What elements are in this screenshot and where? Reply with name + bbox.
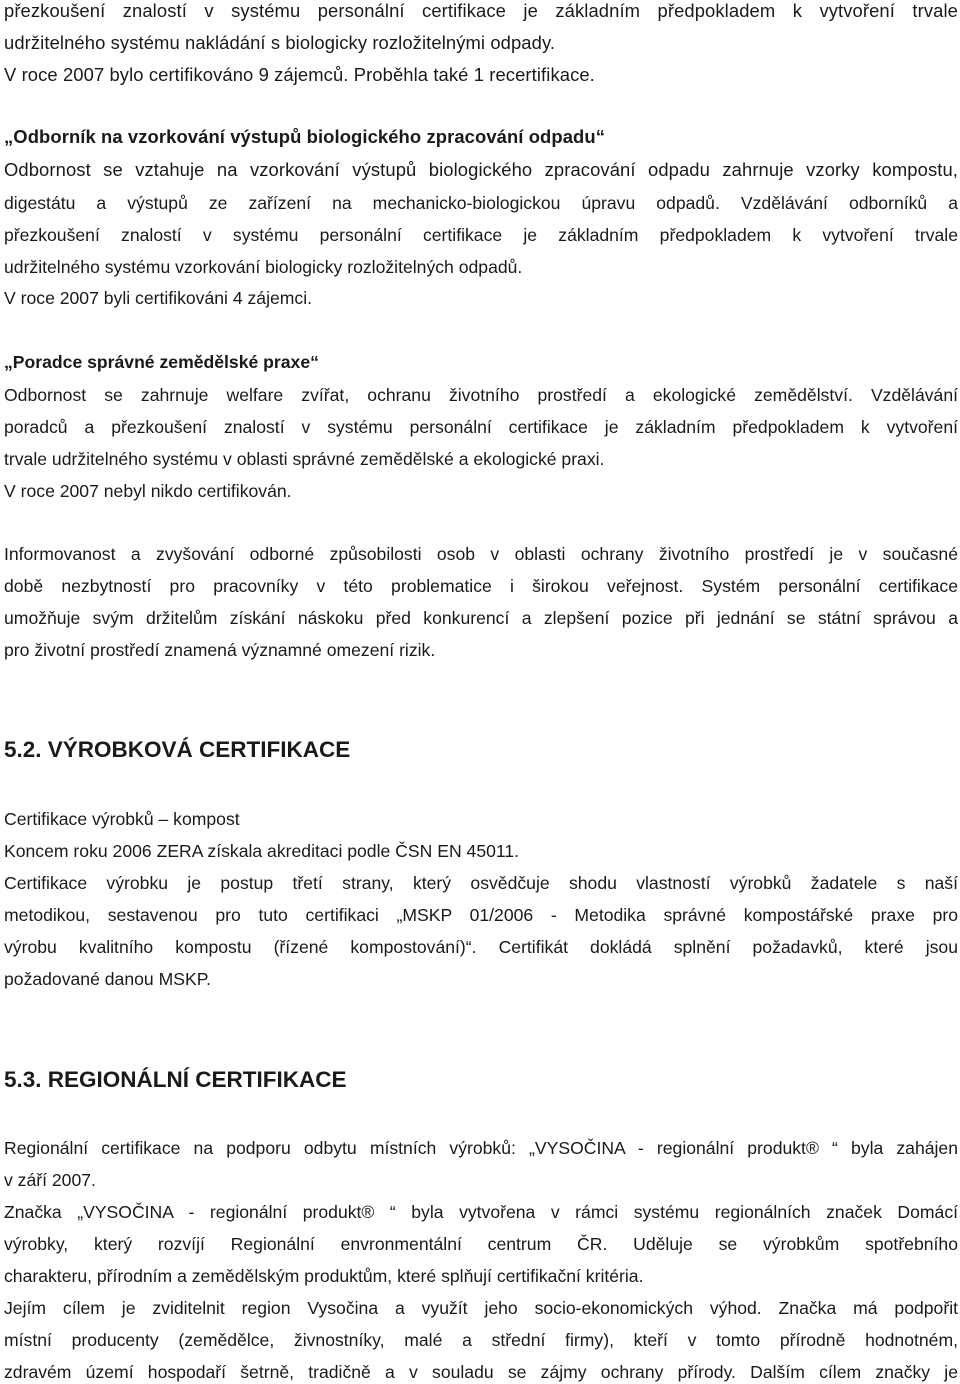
section-5-3-heading: 5.3. REGIONÁLNÍ CERTIFIKACE: [4, 1067, 347, 1092]
informovanost-line-3: umožňuje svým držitelům získání náskoku před konkurencí a zlepšení pozice při jednání se státní správou a: [4, 608, 958, 628]
section-5-2-line-4: metodikou, sestavenou pro tuto certifikaci „MSKP 01/2006 - Metodika správné kompostářské praxe pro: [4, 905, 958, 925]
poradce-line-4: V roce 2007 nebyl nikdo certifikován.: [4, 481, 292, 501]
poradce-line-3: trvale udržitelného systému v oblasti správné zemědělské a ekologické praxi.: [4, 449, 605, 469]
poradce-line-2: poradců a přezkoušení znalostí v systému personální certifikace je základním předpokladem k vytvoření: [4, 417, 958, 437]
odbornik-line-3: přezkoušení znalostí v systému personální certifikace je základním předpokladem k vytvoření trvale: [4, 225, 958, 245]
section-5-3-line-1: Regionální certifikace na podporu odbytu místních výrobků: „VYSOČINA - regionální produkt® “ byla zahájen: [4, 1138, 958, 1158]
section-5-2-line-6: požadované danou MSKP.: [4, 969, 212, 989]
informovanost-line-2: době nezbytností pro pracovníky v této problematice i širokou veřejnost. Systém personální certifikace: [4, 576, 958, 596]
odbornik-line-2: digestátu a výstupů ze zařízení na mechanicko-biologickou úpravu odpadů. Vzdělávání odborníků a: [4, 193, 958, 213]
informovanost-line-4: pro životní prostředí znamená významné omezení rizik.: [4, 640, 436, 660]
section-5-2-heading: 5.2. VÝROBKOVÁ CERTIFIKACE: [4, 737, 351, 762]
section-5-2-line-1: Certifikace výrobků – kompost: [4, 809, 240, 829]
section-5-2-line-3: Certifikace výrobku je postup třetí strany, který osvědčuje shodu vlastností výrobků žadatele s naší: [4, 873, 958, 893]
section-5-2-line-5: výrobu kvalitního kompostu (řízené kompostování)“. Certifikát dokládá splnění požadavků, které jsou: [4, 937, 958, 957]
intro-line-2: udržitelného systému nakládání s biologicky rozložitelnými odpady.: [4, 32, 556, 53]
section-5-3-line-6: Jejím cílem je zviditelnit region Vysočina a využít jeho socio-ekonomických výhod. Značka má podpořit: [4, 1298, 958, 1318]
section-5-3-line-7: místní producenty (zemědělce, živnostníky, malé a střední firmy), kteří v tomto přírodně hodnotném,: [4, 1330, 958, 1350]
intro-line-3: V roce 2007 bylo certifikováno 9 zájemců. Proběhla také 1 recertifikace.: [4, 64, 595, 85]
poradce-line-1: Odbornost se zahrnuje welfare zvířat, ochranu životního prostředí a ekologické zemědělství. Vzdělávání: [4, 385, 958, 405]
section-5-3-line-3: Značka „VYSOČINA - regionální produkt® “ byla vytvořena v rámci systému regionálních značek Domácí: [4, 1202, 958, 1222]
odbornik-heading: „Odborník na vzorkování výstupů biologického zpracování odpadu“: [4, 126, 606, 147]
odbornik-line-5: V roce 2007 byli certifikováni 4 zájemci.: [4, 288, 313, 308]
intro-line-1: přezkoušení znalostí v systému personální certifikace je základním předpokladem k vytvoření trvale: [4, 0, 958, 21]
informovanost-line-1: Informovanost a zvyšování odborné způsobilosti osob v oblasti ochrany životního prostředí je v současné: [4, 544, 958, 564]
odbornik-line-1: Odbornost se vztahuje na vzorkování výstupů biologického zpracování odpadu zahrnuje vzorky kompostu,: [4, 159, 958, 180]
document-page: [4, 0, 958, 1384]
section-5-3-line-4: výrobky, který rozvíjí Regionální envronmentální centrum ČR. Uděluje se výrobkům spotřebního: [4, 1234, 958, 1254]
section-5-2-line-2: Koncem roku 2006 ZERA získala akreditaci podle ČSN EN 45011.: [4, 841, 520, 861]
section-5-3-line-8: zdravém území hospodaří šetrně, tradičně a v souladu se zájmy ochrany přírody. Dalším cílem značky je: [4, 1362, 958, 1382]
poradce-heading: „Poradce správné zemědělské praxe“: [4, 352, 319, 372]
odbornik-line-4: udržitelného systému vzorkování biologicky rozložitelných odpadů.: [4, 257, 523, 277]
section-5-3-line-2: v září 2007.: [4, 1170, 96, 1190]
section-5-3-line-5: charakteru, přírodním a zemědělským produktům, které splňují certifikační kritéria.: [4, 1266, 644, 1286]
